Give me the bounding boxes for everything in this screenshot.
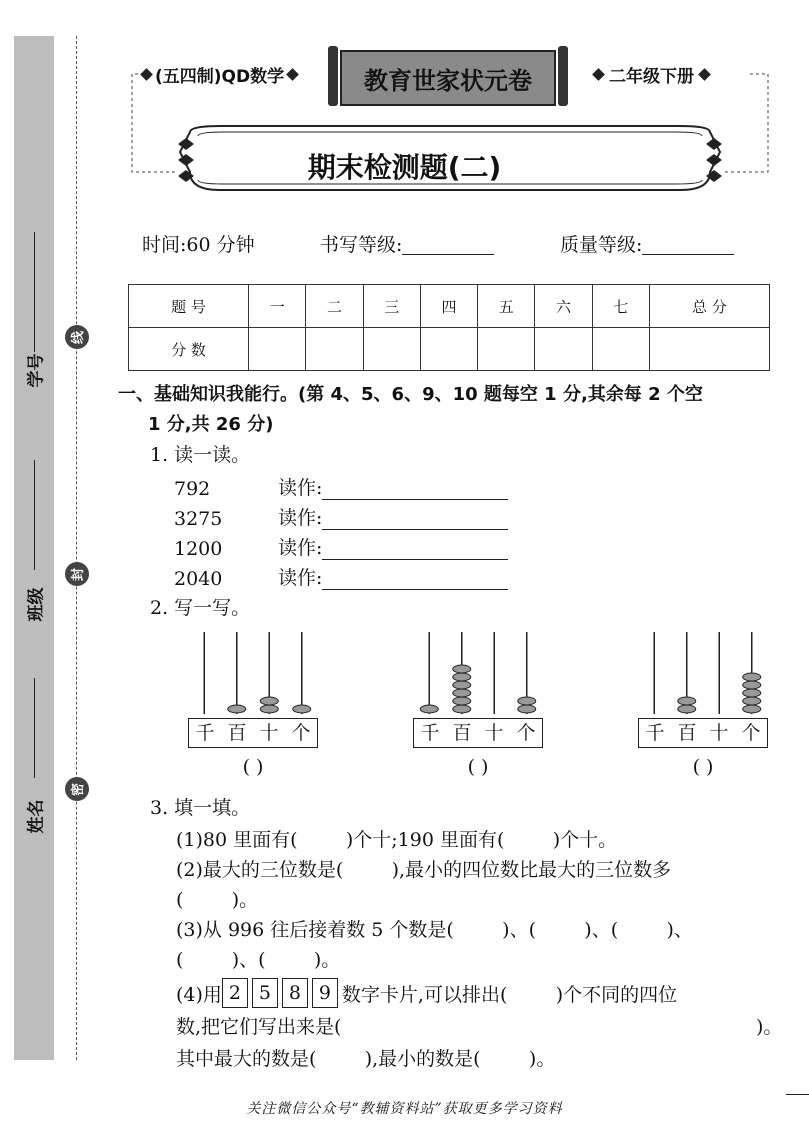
q3-item-3: (3)从 996 往后接着数 5 个数是( )、( )、( )、: [176, 919, 693, 941]
diamond-icon: [592, 68, 605, 81]
place-label-thousands: 千: [195, 722, 215, 744]
score-cell[interactable]: [592, 328, 649, 371]
score-cell[interactable]: [420, 328, 477, 371]
abacus-bead: [518, 705, 536, 713]
table-cell: 七: [592, 285, 649, 328]
abacus-bead: [453, 673, 471, 681]
q3-title: 3. 填一填。: [150, 797, 251, 819]
footer-note: 关注微信公众号“教辅资料站”获取更多学习资料: [246, 1101, 563, 1117]
seal-mark-xian: 线: [65, 325, 89, 349]
diamond-icon: [140, 68, 153, 81]
abacus-bead: [518, 697, 536, 705]
abacus-place-labels: [638, 718, 768, 748]
q1-list: [174, 470, 508, 590]
table-cell: 总 分: [649, 285, 769, 328]
place-label-tens: 十: [259, 722, 279, 744]
q2-title: 2. 写一写。: [150, 597, 251, 619]
list-item: [174, 500, 508, 530]
score-cell[interactable]: [478, 328, 535, 371]
subject-tag: [142, 62, 297, 87]
score-table-score-row: [129, 328, 770, 371]
place-label-ones: 个: [291, 722, 311, 744]
number-card: 9: [312, 978, 338, 1008]
q1-answer-blank[interactable]: [322, 475, 508, 500]
table-cell: 六: [535, 285, 592, 328]
place-label-tens: 十: [709, 722, 729, 744]
banner-text: 教育世家状元卷: [364, 66, 532, 95]
q1-answer-blank[interactable]: [322, 505, 508, 530]
class-label: 班级: [26, 587, 47, 622]
abacus-bead: [293, 705, 311, 713]
q1-read-label: 读作:: [278, 477, 323, 499]
place-label-thousands: 千: [645, 722, 665, 744]
banner-scroll: [328, 46, 568, 106]
abacus-bead: [453, 689, 471, 697]
cut-line: [76, 36, 77, 1060]
abacus-bead: [743, 673, 761, 681]
place-label-hundreds: 百: [227, 722, 247, 744]
abacus-bead: [678, 705, 696, 713]
quality-grade-blank[interactable]: [642, 230, 734, 255]
place-label-thousands: 千: [420, 722, 440, 744]
abacus-bead: [743, 697, 761, 705]
place-label-ones: 个: [516, 722, 536, 744]
list-item: [174, 530, 508, 560]
quality-grade-label: 质量等级:: [560, 234, 643, 256]
q1-number: 792: [174, 478, 211, 500]
q3-item-3-cont: ( )、( )。: [176, 949, 341, 971]
q3-item-2: (2)最大的三位数是( ),最小的四位数比最大的三位数多: [176, 859, 672, 881]
section1-heading: 一、基础知识我能行。(第 4、5、6、9、10 题每空 1 分,其余每 2 个空: [118, 384, 703, 405]
writing-grade: [320, 230, 494, 257]
table-cell: 一: [249, 285, 306, 328]
table-cell: 二: [306, 285, 363, 328]
table-cell: 分 数: [129, 328, 249, 371]
writing-grade-blank[interactable]: [402, 230, 494, 255]
abacus-answer-paren[interactable]: ( ): [242, 756, 264, 778]
q3-item-4-final: 其中最大的数是( ),最小的数是( )。: [176, 1048, 556, 1070]
abacus-answer-paren[interactable]: ( ): [692, 756, 714, 778]
number-card: 5: [252, 978, 278, 1008]
score-table: [128, 284, 770, 371]
place-label-hundreds: 百: [452, 722, 472, 744]
abacus-bead: [453, 697, 471, 705]
place-label-hundreds: 百: [677, 722, 697, 744]
name-label: 姓名: [26, 799, 47, 834]
abacus-answer-paren[interactable]: ( ): [467, 756, 489, 778]
abacus-rods: [413, 632, 543, 714]
abacus-bead: [678, 697, 696, 705]
seal-mark-mi: 密: [65, 777, 89, 801]
score-cell[interactable]: [363, 328, 420, 371]
q3-item-4-cont-end: )。: [756, 1016, 783, 1038]
abacus-rods: [188, 632, 318, 714]
list-item: [174, 470, 508, 500]
abacus-2: [413, 632, 543, 778]
abacus-bead: [743, 681, 761, 689]
q1-answer-blank[interactable]: [322, 565, 508, 590]
abacus-bead: [743, 689, 761, 697]
abacus-bead: [420, 705, 438, 713]
time-limit: 时间:60 分钟: [142, 234, 255, 256]
abacus-bead: [743, 705, 761, 713]
abacus-bead: [453, 665, 471, 673]
q3-item-4-cont: 数,把它们写出来是(: [176, 1016, 342, 1038]
student-id-line: [34, 232, 35, 352]
abacus-bead: [453, 681, 471, 689]
q1-read-label: 读作:: [278, 507, 323, 529]
abacus-rods: [638, 632, 768, 714]
q1-read-label: 读作:: [278, 567, 323, 589]
q1-number: 3275: [174, 508, 223, 530]
writing-grade-label: 书写等级:: [320, 234, 403, 256]
abacus-bead: [260, 697, 278, 705]
abacus-bead: [228, 705, 246, 713]
q1-read-label: 读作:: [278, 537, 323, 559]
q3-item-2-cont: ( )。: [176, 889, 259, 911]
seal-mark-feng: 封: [65, 562, 89, 586]
table-cell: 五: [478, 285, 535, 328]
q3-item-4-prefix: (4)用: [176, 983, 222, 1006]
subject-tag-text: (五四制)QD数学: [155, 67, 285, 87]
list-item: [174, 560, 508, 590]
student-id-label: 学号: [26, 353, 47, 388]
q1-number: 2040: [174, 568, 223, 590]
section1-heading-cont: 1 分,共 26 分): [148, 414, 274, 435]
q3-item-1: (1)80 里面有( )个十;190 里面有( )个十。: [176, 829, 618, 851]
table-cell: 四: [420, 285, 477, 328]
table-cell: 题 号: [129, 285, 249, 328]
place-label-ones: 个: [741, 722, 761, 744]
page-edge-mark: [786, 1094, 809, 1095]
number-card: 8: [282, 978, 308, 1008]
diamond-icon: [286, 68, 299, 81]
abacus-place-labels: [188, 718, 318, 748]
grade-tag: [594, 62, 709, 87]
name-line: [34, 678, 35, 778]
grade-tag-text: 二年级下册: [609, 67, 694, 87]
quality-grade: [560, 230, 734, 257]
number-card: 2: [222, 978, 248, 1008]
abacus-place-labels: [413, 718, 543, 748]
score-cell[interactable]: [306, 328, 363, 371]
score-cell[interactable]: [249, 328, 306, 371]
q1-number: 1200: [174, 538, 223, 560]
q1-title: 1. 读一读。: [150, 444, 251, 466]
abacus-bead: [453, 705, 471, 713]
diamond-icon: [698, 68, 711, 81]
q1-answer-blank[interactable]: [322, 535, 508, 560]
q3-item-4-text: 数字卡片,可以排出( )个不同的四位: [341, 983, 678, 1006]
table-cell: 三: [363, 285, 420, 328]
score-table-header-row: [129, 285, 770, 328]
score-cell[interactable]: [649, 328, 769, 371]
abacus-bead: [260, 705, 278, 713]
class-line: [34, 460, 35, 570]
page-title: 期末检测题(二): [307, 151, 502, 184]
abacus-1: [188, 632, 318, 778]
place-label-tens: 十: [484, 722, 504, 744]
abacus-3: [638, 632, 768, 778]
score-cell[interactable]: [535, 328, 592, 371]
q3-item-4: [176, 978, 677, 1008]
